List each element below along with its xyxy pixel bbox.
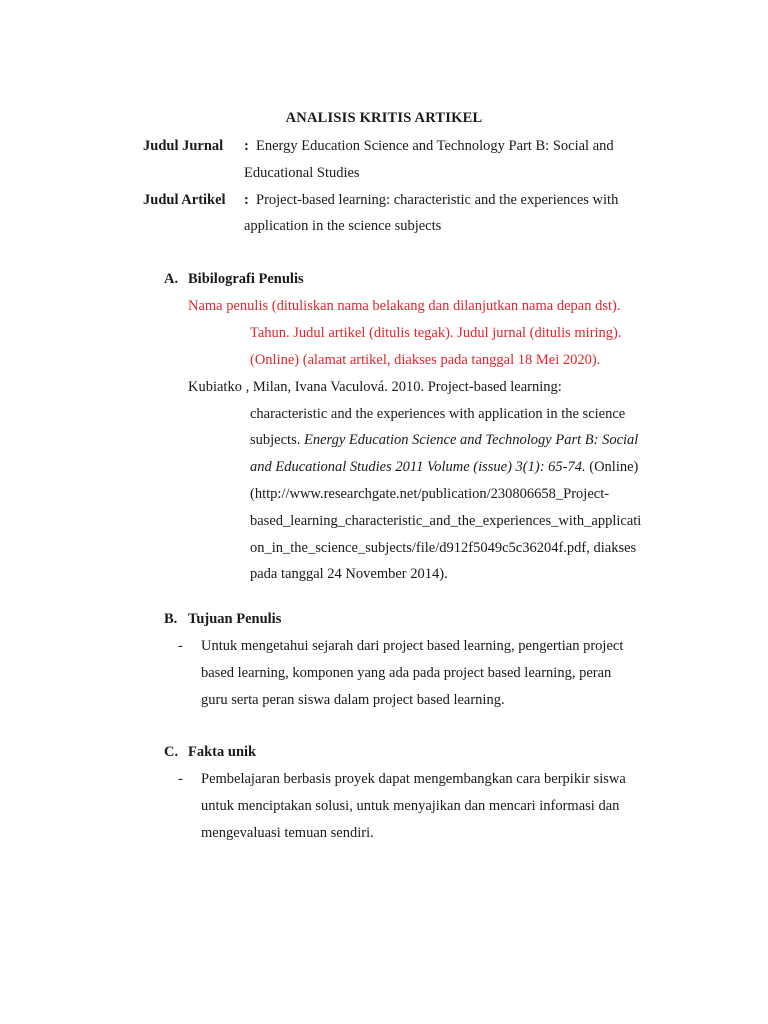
section-a-heading: Bibilografi Penulis: [188, 271, 304, 287]
journal-colon: :: [244, 138, 249, 154]
citation-template-line-2: Tahun. Judul artikel (ditulis tegak). Judul jurnal (ditulis miring).: [250, 325, 622, 341]
section-c-dash: -: [178, 771, 183, 787]
article-title-line-2: application in the science subjects: [244, 218, 442, 234]
reference-line-1: Kubiatko , Milan, Ivana Vaculová. 2010. Project-based learning:: [188, 379, 562, 395]
reference-line-3: [250, 430, 638, 450]
section-c-line-2: untuk menciptakan solusi, untuk menyajikan dan mencari informasi dan: [201, 798, 620, 814]
section-b-dash: -: [178, 638, 183, 654]
reference-line-5: (http://www.researchgate.net/publication/230806658_Project-: [250, 486, 610, 502]
section-c-line-3: mengevaluasi temuan sendiri.: [201, 825, 374, 841]
section-c-heading: Fakta unik: [188, 744, 257, 760]
section-b-line-1: Untuk mengetahui sejarah dari project based learning, pengertian project: [201, 638, 624, 654]
reference-line-4: [250, 457, 638, 477]
reference-line-8: pada tanggal 24 November 2014).: [250, 566, 448, 582]
section-b-letter: B.: [164, 611, 178, 627]
section-a-letter: A.: [164, 271, 179, 287]
journal-title-line-2: Educational Studies: [244, 165, 360, 181]
reference-line-2: characteristic and the experiences with application in the science: [250, 406, 626, 422]
reference-journal-italic-2: and Educational Studies 2011 Volume (issue) 3(1): 65-74.: [250, 459, 586, 475]
section-b-line-2: based learning, komponen yang ada pada project based learning, peran: [201, 665, 612, 681]
article-label: Judul Artikel: [143, 192, 226, 208]
section-c-line-1: Pembelajaran berbasis proyek dapat mengembangkan cara berpikir siswa: [201, 771, 626, 787]
reference-line-7: on_in_the_science_subjects/file/d912f5049c5c36204f.pdf, diakses: [250, 540, 637, 556]
citation-template-line-1: Nama penulis (dituliskan nama belakang dan dilanjutkan nama depan dst).: [188, 298, 621, 314]
reference-line-6: based_learning_characteristic_and_the_experiences_with_applicati: [250, 513, 642, 529]
reference-online-text: (Online): [585, 459, 639, 475]
reference-line-3-text: subjects.: [250, 432, 304, 448]
section-b-heading: Tujuan Penulis: [188, 611, 282, 627]
document-title: ANALISIS KRITIS ARTIKEL: [285, 110, 483, 126]
section-c-letter: C.: [164, 744, 179, 760]
journal-title-line-1: Energy Education Science and Technology Part B: Social and: [256, 138, 614, 154]
article-title-line-1: Project-based learning: characteristic and the experiences with: [256, 192, 619, 208]
article-colon: :: [244, 192, 249, 208]
reference-journal-italic-1: Energy Education Science and Technology Part B: Social: [303, 432, 639, 448]
citation-template-line-3: (Online) (alamat artikel, diakses pada tanggal 18 Mei 2020).: [250, 352, 601, 368]
journal-label: Judul Jurnal: [143, 138, 224, 154]
section-b-line-3: guru serta peran siswa dalam project based learning.: [201, 692, 505, 708]
